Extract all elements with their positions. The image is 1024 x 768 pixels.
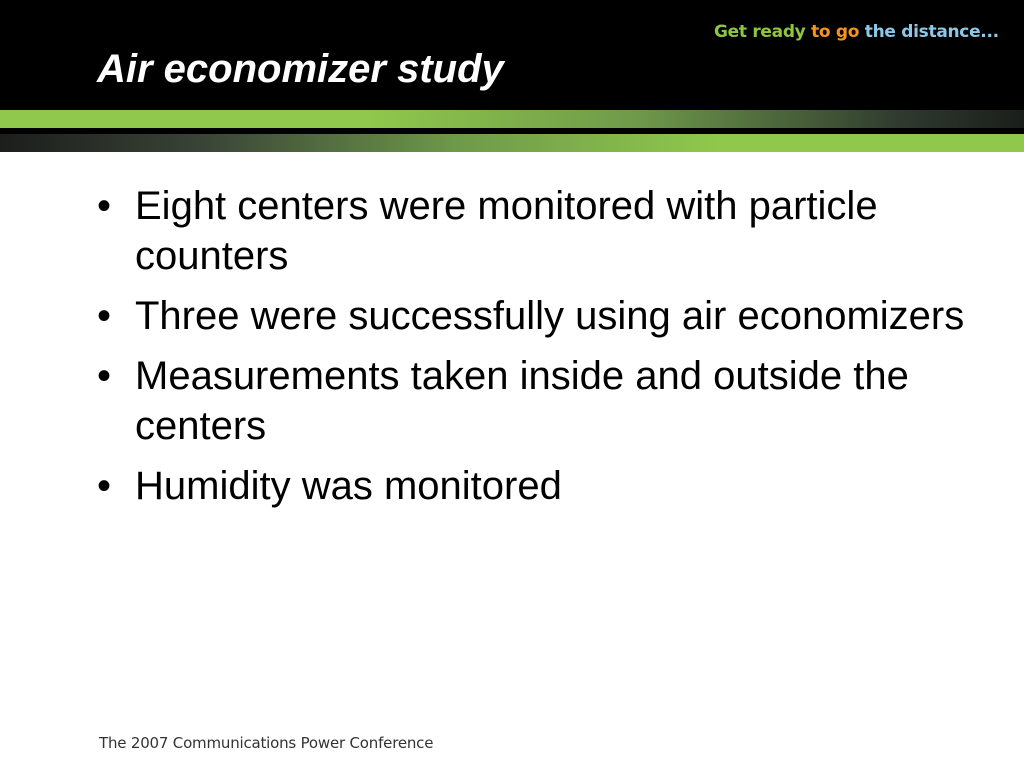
bullet-text: Eight centers were monitored with particle counters xyxy=(135,184,878,278)
tagline-segment-3: the distance... xyxy=(864,22,999,42)
bullet-marker: • xyxy=(97,294,112,338)
header-stripe-bottom xyxy=(0,134,1024,152)
conference-tagline xyxy=(714,19,999,45)
bullet-marker: • xyxy=(97,464,112,508)
bullet-item xyxy=(97,291,977,341)
bullet-item xyxy=(97,461,977,511)
slide-title: Air economizer study xyxy=(97,47,504,91)
bullet-marker: • xyxy=(97,354,112,398)
header-bar xyxy=(0,0,1024,110)
tagline-segment-1: Get ready xyxy=(714,22,812,42)
bullet-text: Humidity was monitored xyxy=(135,464,562,508)
bullet-list xyxy=(97,181,977,521)
bullet-text: Measurements taken inside and outside the centers xyxy=(135,354,909,448)
tagline-segment-2: to go xyxy=(811,22,865,42)
bullet-item xyxy=(97,181,977,281)
bullet-text: Three were successfully using air economizers xyxy=(135,294,965,338)
header-stripe-light xyxy=(0,110,1024,128)
bullet-marker: • xyxy=(97,184,112,228)
conference-footer: The 2007 Communications Power Conference xyxy=(99,734,434,752)
bullet-item xyxy=(97,351,977,451)
